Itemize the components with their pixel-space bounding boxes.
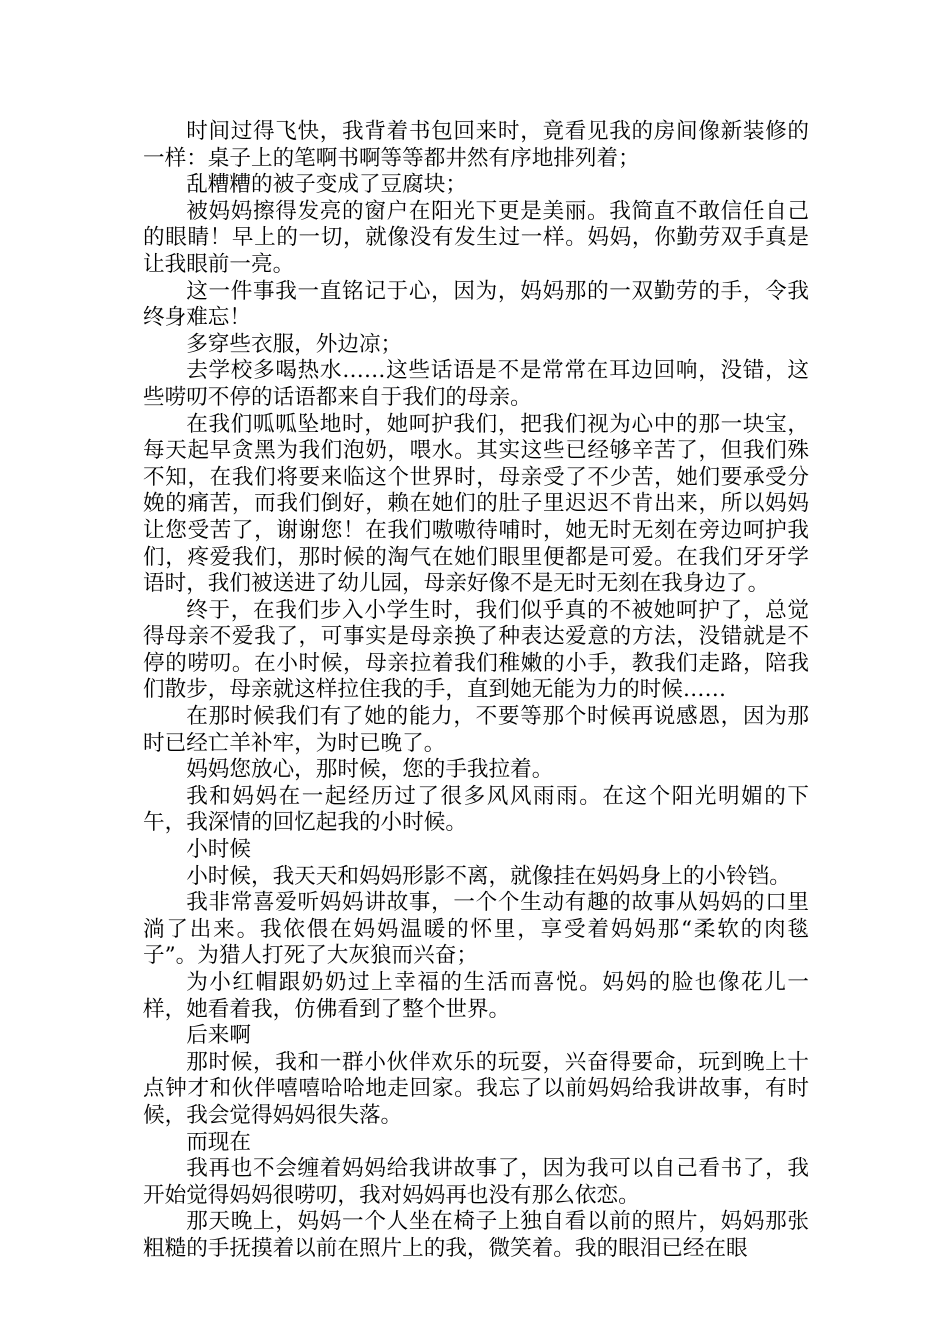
paragraph: 终于，在我们步入小学生时，我们似乎真的不被她呵护了，总觉得母亲不爱我了，可事实是母亲换了种表达爱意的方法，没错就是不停的唠叨。在小时候，母亲拉着我们稚嫩的小手，教我们走路，陪我们散步，母亲就这样拉住我的手，直到她无能为力的时候…… <box>143 597 809 703</box>
document-body <box>143 119 809 1263</box>
section-heading: 而现在 <box>186 1129 251 1155</box>
paragraph: 为小红帽跟奶奶过上幸福的生活而喜悦。妈妈的脸也像花儿一样，她看着我，仿佛看到了整个世界。 <box>143 970 809 1022</box>
paragraph: 多穿些衣服，外边凉； <box>186 331 403 357</box>
section-heading: 后来啊 <box>186 1023 251 1049</box>
paragraph: 那天晚上，妈妈一个人坐在椅子上独自看以前的照片，妈妈那张粗糙的手抚摸着以前在照片上的我，微笑着。我的眼泪已经在眼 <box>143 1209 809 1261</box>
paragraph: 妈妈您放心，那时候，您的手我拉着。 <box>186 757 554 783</box>
paragraph: 去学校多喝热水……这些话语是不是常常在耳边回响，没错，这些唠叨不停的话语都来自于我们的母亲。 <box>143 358 809 410</box>
paragraph: 我再也不会缠着妈妈给我讲故事了，因为我可以自己看书了，我开始觉得妈妈很唠叨，我对妈妈再也没有那么依恋。 <box>143 1156 809 1208</box>
paragraph: 我非常喜爱听妈妈讲故事，一个个生动有趣的故事从妈妈的口里淌了出来。我依偎在妈妈温暖的怀里，享受着妈妈那“柔软的肉毯子”。为猎人打死了大灰狼而兴奋； <box>143 890 809 969</box>
paragraph: 这一件事我一直铭记于心，因为，妈妈那的一双勤劳的手，令我终身难忘！ <box>143 278 809 331</box>
paragraph: 乱糟糟的被子变成了豆腐块； <box>186 172 467 198</box>
paragraph: 小时候，我天天和妈妈形影不离，就像挂在妈妈身上的小铃铛。 <box>186 863 791 889</box>
paragraph: 我和妈妈在一起经历过了很多风风雨雨。在这个阳光明媚的下午，我深情的回忆起我的小时候。 <box>143 783 809 836</box>
paragraph: 在那时候我们有了她的能力，不要等那个时候再说感恩，因为那时已经亡羊补牢，为时已晚了。 <box>143 704 809 756</box>
paragraph: 时间过得飞快，我背着书包回来时，竟看见我的房间像新装修的一样：桌子上的笔啊书啊等等都井然有序地排列着； <box>143 119 809 171</box>
paragraph: 被妈妈擦得发亮的窗户在阳光下更是美丽。我简直不敢信任自己的眼睛！早上的一切，就像没有发生过一样。妈妈，你勤劳双手真是让我眼前一亮。 <box>143 198 809 277</box>
paragraph: 那时候，我和一群小伙伴欢乐的玩耍，兴奋得要命，玩到晚上十点钟才和伙伴嘻嘻哈哈地走回家。我忘了以前妈妈给我讲故事，有时候，我会觉得妈妈很失落。 <box>143 1049 809 1128</box>
section-heading: 小时候 <box>186 837 251 863</box>
paragraph: 在我们呱呱坠地时，她呵护我们，把我们视为心中的那一块宝，每天起早贪黑为我们泡奶，喂水。其实这些已经够辛苦了，但我们殊不知，在我们将要来临这个世界时，母亲受了不少苦，她们要承受分娩的痛苦，而我们倒好，赖在她们的肚子里迟迟不肯出来，所以妈妈让您受苦了，谢谢您！在我们嗷嗷待哺时，她无时无刻在旁边呵护我们，疼爱我们，那时候的淘气在她们眼里便都是可爱。在我们牙牙学语时，我们被送进了幼儿园，母亲好像不是无时无刻在我身边了。 <box>143 411 809 597</box>
